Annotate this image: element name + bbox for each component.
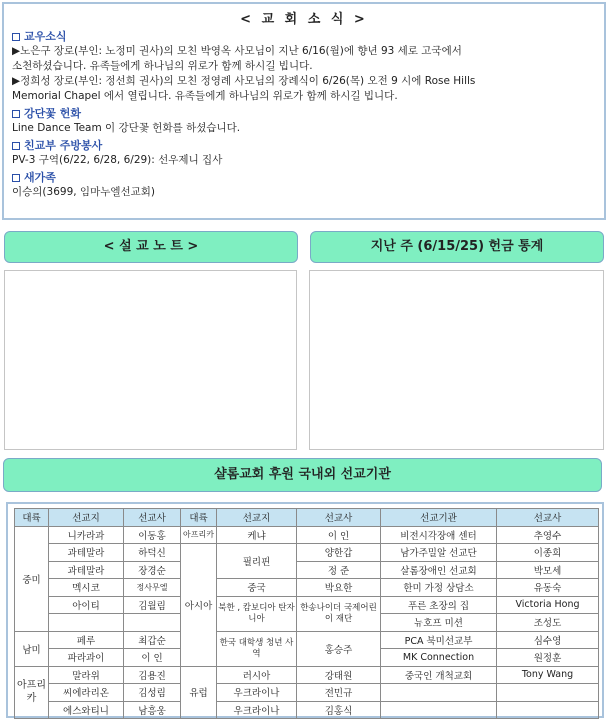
field-cell: 우크라이나 [217,701,297,719]
continent-cell: 아시아 [181,544,217,667]
sermon-notes-panel [4,270,297,450]
field-cell: 중국 [217,579,297,597]
missionary-cell: Tony Wang [497,666,599,684]
news-title: < 교 회 소 식 > [240,12,368,27]
missionary-cell [497,684,599,702]
agency-cell: 뉴호프 미션 [381,614,497,632]
missionary-cell: 최갑순 [124,631,181,649]
header-cell: 선교사 [497,509,599,527]
missionary-cell: 정 준 [297,561,381,579]
table-row [15,579,599,597]
missionary-cell: 이 인 [124,649,181,667]
agency-cell: 한미 가정 상담소 [381,579,497,597]
table-row [15,544,599,562]
news-line: 이승의(3699, 임마누엘선교회) [12,186,156,198]
header-cell: 선교지 [49,509,124,527]
agency-cell: 비전시각장애 센터 [381,526,497,544]
missionary-cell: 김월림 [124,596,181,614]
table-row [15,684,599,702]
news-line: 소천하셨습니다. 유족들에게 하나님의 위로가 함께 하시길 빕니다. [12,60,313,72]
missions-banner: 샬롬교회 후원 국내외 선교기관 [3,458,602,492]
field-cell [49,614,124,632]
missionary-cell: 홍승주 [297,631,381,666]
missionary-cell: 양한갑 [297,544,381,562]
checkbox-square-icon [12,110,20,118]
missionary-cell: 박요한 [297,579,381,597]
missionary-cell [497,701,599,719]
header-cell: 대륙 [181,509,217,527]
agency-cell [381,701,497,719]
missionary-cell [124,614,181,632]
table-row [15,631,599,649]
agency-cell: 푸른 초장의 집 [381,596,497,614]
field-cell: 북한 , 캄보디아 탄자니아 [217,596,297,631]
missionary-cell: 박모세 [497,561,599,579]
missionary-cell: 원정훈 [497,649,599,667]
field-cell: 페루 [49,631,124,649]
table-row [15,701,599,719]
continent-cell: 유럽 [181,666,217,719]
missionary-cell: 김용진 [124,666,181,684]
missionary-cell: 하덕신 [124,544,181,562]
news-line: ▶정희성 장로(부인: 정선희 권사)의 모친 정영례 사모님의 장례식이 6/26(목) 오전 9 시에 Rose Hills [12,75,476,87]
field-cell: 말라위 [49,666,124,684]
field-cell: 우크라이나 [217,684,297,702]
header-cell: 선교사 [297,509,381,527]
missionary-cell: Victoria Hong [497,596,599,614]
agency-cell: MK Connection [381,649,497,667]
field-cell: 에스와티니 [49,701,124,719]
section-heading-new-family: 새가족 [12,171,596,185]
section-heading-member-news: 교우소식 [12,30,596,44]
missionary-cell: 김성림 [124,684,181,702]
table-row [15,596,599,614]
missions-table-box [6,502,604,718]
sermon-notes-banner: < 설 교 노 트 > [4,231,298,263]
header-cell: 대륙 [15,509,49,527]
continent-cell: 아프리카 [15,666,49,719]
field-cell: 과테말라 [49,544,124,562]
field-cell: 니카라과 [49,526,124,544]
table-header-row [15,509,599,527]
field-cell: 과테말라 [49,561,124,579]
missionary-cell: 이종희 [497,544,599,562]
field-cell: 멕시코 [49,579,124,597]
table-row [15,666,599,684]
missionary-cell: 강태원 [297,666,381,684]
missionary-cell: 유동숙 [497,579,599,597]
missionary-cell: 조성도 [497,614,599,632]
agency-cell: 남가주밀알 선교단 [381,544,497,562]
header-cell: 선교기관 [381,509,497,527]
section-heading-altar-flowers: 강단꽃 헌화 [12,107,596,121]
agency-cell: 중국인 개척교회 [381,666,497,684]
missionary-cell: 김홍식 [297,701,381,719]
continent-cell: 중미 [15,526,49,631]
missions-table [14,508,599,719]
missionary-cell: 심수영 [497,631,599,649]
church-news-box [2,2,606,220]
field-cell: 케냐 [217,526,297,544]
field-cell: 아이티 [49,596,124,614]
offering-stats-panel [309,270,604,450]
missionary-cell: 추영수 [497,526,599,544]
missionary-cell: 전민규 [297,684,381,702]
missionary-cell: 정사무엘 [124,579,181,597]
header-cell: 선교지 [217,509,297,527]
table-row [15,561,599,579]
agency-cell: 살롬장애인 선교회 [381,561,497,579]
continent-cell: 아프리카 [181,526,217,544]
missionary-cell: 이 인 [297,526,381,544]
news-line: ▶노은구 장로(부인: 노정미 권사)의 모친 박영옥 사모님이 지난 6/16(월)에 향년 93 세로 고국에서 [12,45,462,57]
field-cell: 러시아 [217,666,297,684]
header-cell: 선교사 [124,509,181,527]
field-cell: 한국 대학생 청년 사역 [217,631,297,666]
checkbox-square-icon [12,142,20,150]
news-line: Memorial Chapel 에서 열립니다. 유족들에게 하나님의 위로가 함께 하시길 빕니다. [12,90,398,102]
missionary-cell: 남흥웅 [124,701,181,719]
news-line: Line Dance Team 이 강단꽃 헌화를 하셨습니다. [12,122,241,134]
offering-stats-banner: 지난 주 (6/15/25) 헌금 통계 [310,231,604,263]
missionary-cell: 이동홍 [124,526,181,544]
news-line: PV-3 구역(6/22, 6/28, 6/29): 선우제니 집사 [12,154,223,166]
continent-cell: 남미 [15,631,49,666]
agency-cell: PCA 북미선교부 [381,631,497,649]
table-row [15,526,599,544]
missionary-cell: 한송나이더 국제어린이 재단 [297,596,381,631]
field-cell: 씨에라리온 [49,684,124,702]
agency-cell [381,684,497,702]
checkbox-square-icon [12,174,20,182]
field-cell: 파라과이 [49,649,124,667]
field-cell: 필리핀 [217,544,297,579]
checkbox-square-icon [12,33,20,41]
section-heading-kitchen-service: 친교부 주방봉사 [12,139,596,153]
missionary-cell: 장경순 [124,561,181,579]
